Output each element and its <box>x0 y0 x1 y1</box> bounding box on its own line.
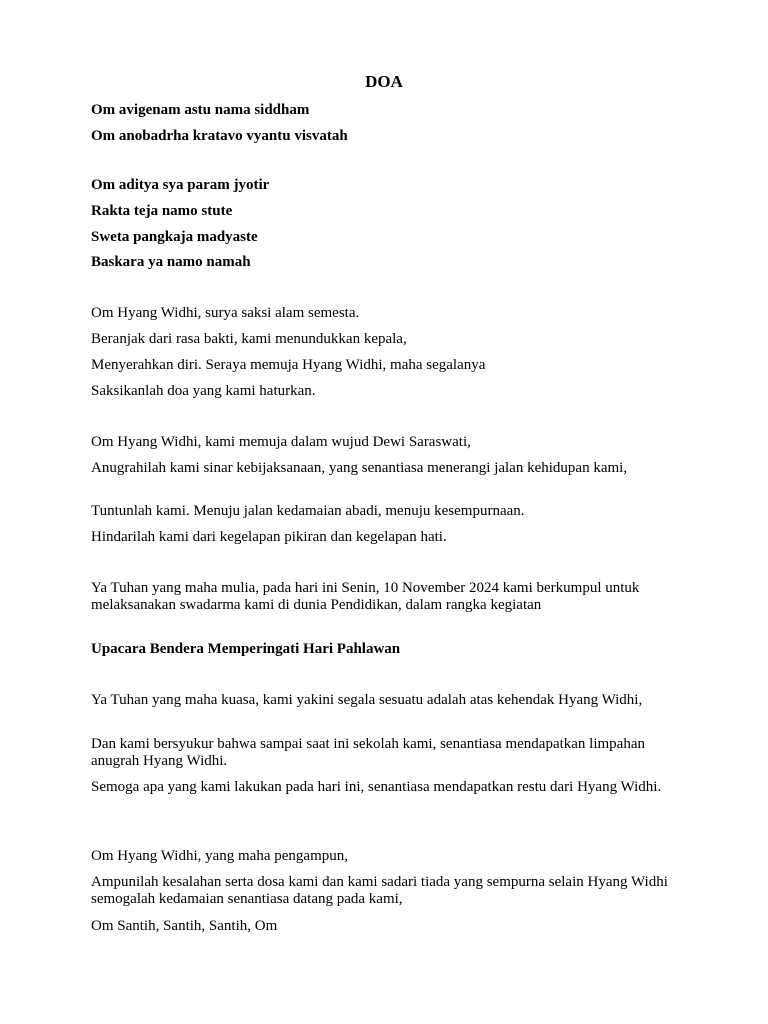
prayer-line: Saksikanlah doa yang kami haturkan. <box>91 383 316 399</box>
prayer-line: Om Hyang Widhi, kami memuja dalam wujud Dewi Saraswati, <box>91 434 471 450</box>
prayer-line: Hindarilah kami dari kegelapan pikiran dan kegelapan hati. <box>91 529 447 545</box>
mantra-line: Baskara ya namo namah <box>91 254 251 270</box>
mantra-line: Om aditya sya param jyotir <box>91 177 270 193</box>
prayer-line: Semoga apa yang kami lakukan pada hari ini, senantiasa mendapatkan restu dari Hyang Widhi. <box>91 779 662 795</box>
prayer-line: Menyerahkan diri. Seraya memuja Hyang Widhi, maha segalanya <box>91 357 486 373</box>
prayer-line: Ampunilah kesalahan serta dosa kami dan kami sadari tiada yang sempurna selain Hyang Widhi semogalah kedamaian senantiasa datang pada kami, <box>91 874 668 907</box>
prayer-line: Ya Tuhan yang maha kuasa, kami yakini segala sesuatu adalah atas kehendak Hyang Widhi, <box>91 692 643 708</box>
document-title: DOA <box>365 72 403 91</box>
mantra-line: Om anobadrha kratavo vyantu visvatah <box>91 128 348 144</box>
prayer-line: Tuntunlah kami. Menuju jalan kedamaian abadi, menuju kesempurnaan. <box>91 503 525 519</box>
prayer-line: Dan kami bersyukur bahwa sampai saat ini sekolah kami, senantiasa mendapatkan limpahan anugrah Hyang Widhi. <box>91 736 645 769</box>
prayer-line: Om Hyang Widhi, surya saksi alam semesta. <box>91 305 360 321</box>
closing-line: Om Santih, Santih, Santih, Om <box>91 918 278 934</box>
event-name: Upacara Bendera Memperingati Hari Pahlawan <box>91 641 401 657</box>
mantra-line: Om avigenam astu nama siddham <box>91 102 310 118</box>
mantra-line: Sweta pangkaja madyaste <box>91 229 258 245</box>
mantra-line: Rakta teja namo stute <box>91 203 233 219</box>
prayer-paragraph: Ya Tuhan yang maha mulia, pada hari ini Senin, 10 November 2024 kami berkumpul untuk melaksanakan swadarma kami di dunia Pendidikan, dalam rangka kegiatan <box>91 580 640 613</box>
prayer-line: Beranjak dari rasa bakti, kami menundukkan kepala, <box>91 331 407 347</box>
prayer-line: Anugrahilah kami sinar kebijaksanaan, yang senantiasa menerangi jalan kehidupan kami, <box>91 460 628 476</box>
prayer-line: Om Hyang Widhi, yang maha pengampun, <box>91 848 348 864</box>
